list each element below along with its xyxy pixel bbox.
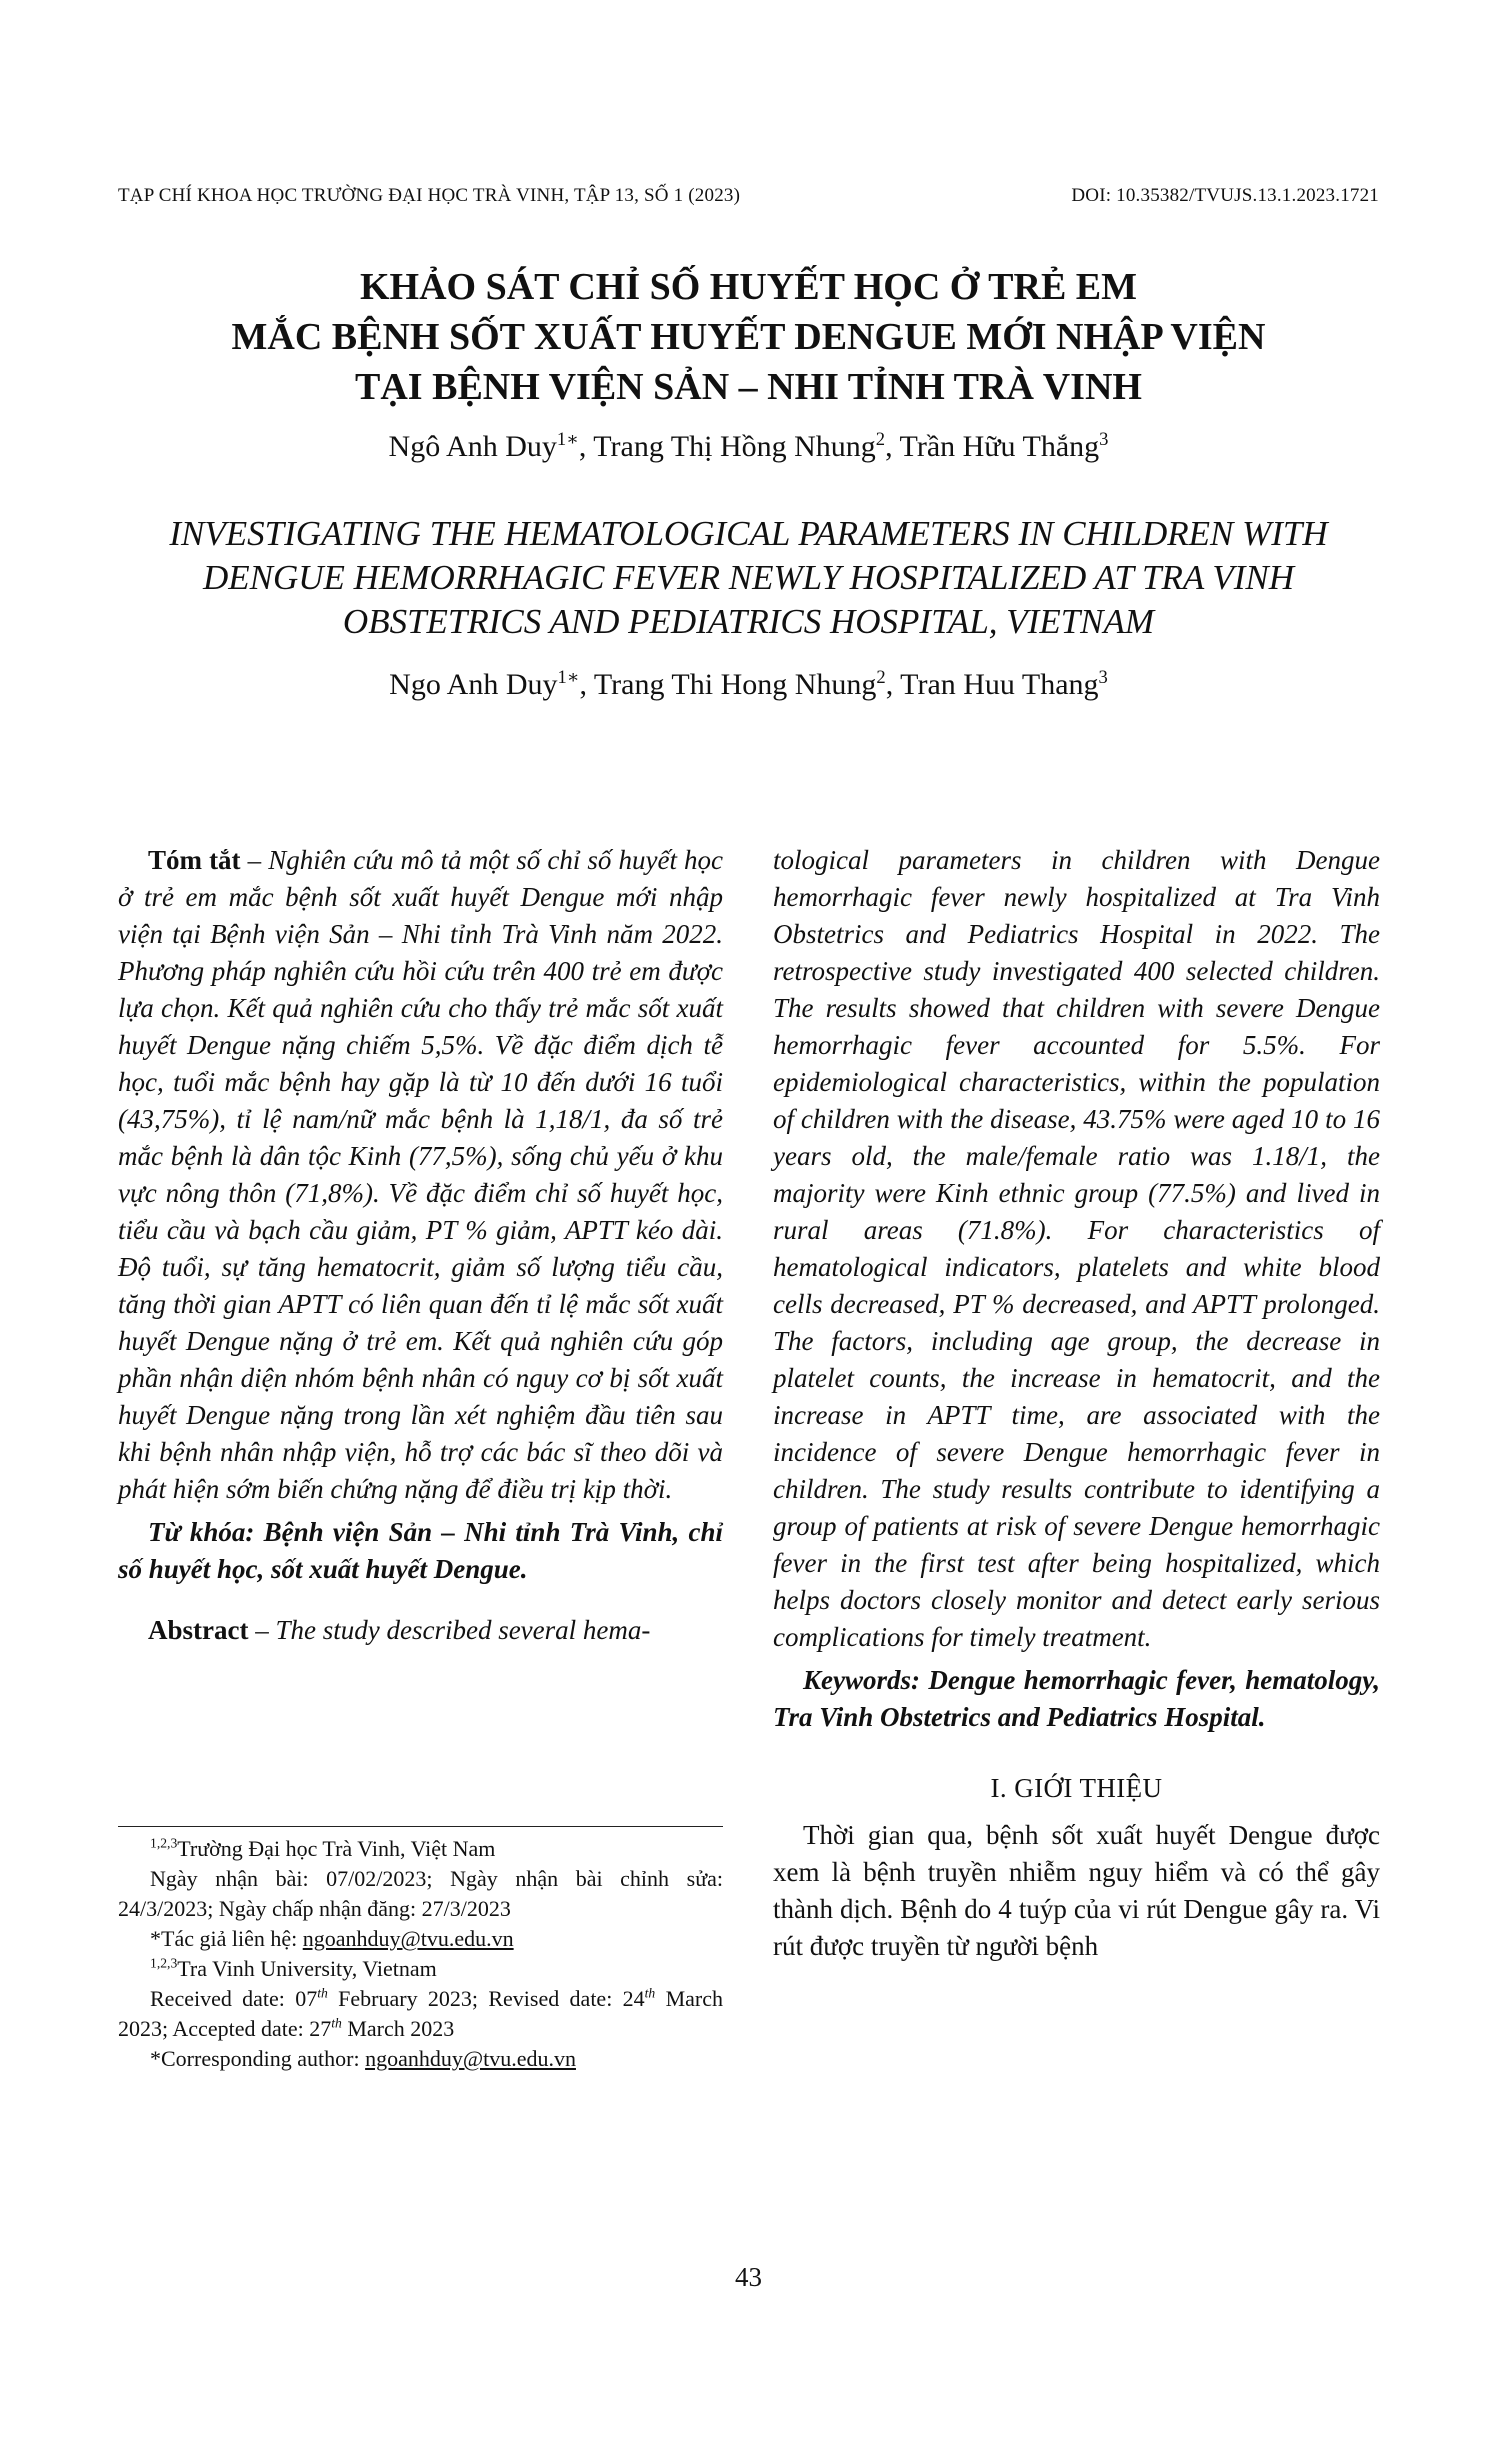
abstract-vi-text: – Nghiên cứu mô tả một số chỉ số huyết học ở trẻ em mắc bệnh sốt xuất huyết Dengue mới nhập viện tại Bệnh viện Sản – Nhi tỉnh Trà Vinh năm 2022. Phương pháp nghiên cứu hồi cứu trên 400 trẻ em được lựa chọn. Kết quả nghiên cứu cho thấy trẻ mắc sốt xuất huyết Dengue nặng chiếm 5,5%. Về đặc điểm dịch tễ học, tuổi mắc bệnh hay gặp là từ 10 đến dưới 16 tuổi (43,75%), tỉ lệ nam/nữ mắc bệnh là 1,18/1, đa số trẻ mắc bệnh là dân tộc Kinh (77,5%), sống chủ yếu ở khu vực nông thôn (71,8%). Về đặc điểm chỉ số huyết học, tiểu cầu và bạch cầu giảm, PT % giảm, APTT kéo dài. Độ tuổi, sự tăng hematocrit, giảm số lượng tiểu cầu, tăng thời gian APTT có liên quan đến tỉ lệ mắc sốt xuất huyết Dengue nặng ở trẻ em. Kết quả nghiên cứu góp phần nhận diện nhóm bệnh nhân có nguy cơ bị sốt xuất huyết Dengue nặng trong lần xét nghiệm đầu tiên sau khi bệnh nhân nhập viện, hỗ trợ các bác sĩ theo dõi và phát hiện sớm biến chứng nặng để điều trị kịp thời. [118,845,723,1504]
journal-name: TẠP CHÍ KHOA HỌC TRƯỜNG ĐẠI HỌC TRÀ VINH, TẬP 13, SỐ 1 (2023) [118,185,741,206]
author-affiliation-mark: 3 [1098,667,1108,688]
doi: DOI: 10.35382/TVUJS.13.1.2023.1721 [1071,185,1379,206]
title-vi-line: TẠI BỆNH VIỆN SẢN – NHI TỈNH TRÀ VINH [355,366,1142,408]
right-column [773,842,1380,1965]
section-heading-introduction: I. GIỚI THIỆU [990,1773,1163,1803]
title-vi-line: KHẢO SÁT CHỈ SỐ HUYẾT HỌC Ở TRẺ EM [359,266,1138,308]
author-affiliation-mark: 1∗ [556,429,579,450]
author-name: Ngô Anh Duy [388,430,557,463]
author-affiliation-mark: 1∗ [557,667,580,688]
abstract-en-label: Abstract [148,1615,249,1645]
author-affiliation-mark: 2 [876,667,886,688]
dates-text: March 2023 [341,2016,455,2041]
abstract-en-text-start: – The study described several hema- [248,1615,651,1645]
author-name: , Trang Thị Hồng Nhung [578,430,876,463]
footnote-contact-vi [118,1924,723,1954]
author-affiliation-mark: 2 [875,429,886,450]
affiliation-text: Tra Vinh University, Vietnam [177,1956,437,1981]
dates-text: March 2023; Accepted date: 27 [118,1986,723,2041]
authors-english [0,668,1497,702]
title-en-line: INVESTIGATING THE HEMATOLOGICAL PARAMETERS IN CHILDREN WITH [169,514,1328,553]
page-number: 43 [735,2262,762,2292]
abstract-en-text: tological parameters in children with Dengue hemorrhagic fever newly hospitalized at Tra Vinh Obstetrics and Pediatrics Hospital in 2022. The retrospective study investigated 400 selected children. The results showed that children with severe Dengue hemorrhagic fever accounted for 5.5%. For epidemiological characteristics, within the population of children with the disease, 43.75% were aged 10 to 16 years old, the male/female ratio was 1.18/1, the majority were Kinh ethnic group (77.5%) and lived in rural areas (71.8%). For characteristics of hematological indicators, platelets and white blood cells decreased, PT % decreased, and APTT prolonged. The factors, including age group, the decrease in platelet counts, the increase in hematocrit, and the increase in APTT time, are associated with the incidence of severe Dengue hemorrhagic fever in children. The study results contribute to identifying a group of patients at risk of severe Dengue hemorrhagic fever in the first test after being hospitalized, which helps doctors closely monitor and detect early serious complications for timely treatment. [773,845,1380,1652]
email-link[interactable]: ngoanhduy@tvu.edu.vn [302,1926,514,1951]
ordinal-suffix: th [331,2015,342,2031]
keywords-vietnamese: Từ khóa: Bệnh viện Sản – Nhi tỉnh Trà Vinh, chỉ số huyết học, sốt xuất huyết Dengue. [118,1517,723,1584]
author-name: , Trang Thi Hong Nhung [579,668,877,701]
footnote-contact-en [118,2044,723,2074]
ordinal-suffix: th [644,1985,656,2001]
affiliation-mark: 1,2,3 [150,1835,178,1851]
email-link[interactable]: ngoanhduy@tvu.edu.vn [365,2046,576,2071]
footnote-divider [118,1826,723,1827]
affiliation-text: Trường Đại học Trà Vinh, Việt Nam [177,1836,496,1861]
footnote-dates-vi: Ngày nhận bài: 07/02/2023; Ngày nhận bài chỉnh sửa: 24/3/2023; Ngày chấp nhận đăng: 27/3/2023 [118,1866,723,1921]
author-name: , Tran Huu Thang [885,668,1099,701]
contact-label: *Tác giả liên hệ: [150,1926,303,1951]
title-en-line: OBSTETRICS AND PEDIATRICS HOSPITAL, VIETNAM [342,602,1155,641]
contact-label: *Corresponding author: [150,2046,366,2071]
introduction-paragraph: Thời gian qua, bệnh sốt xuất huyết Dengue được xem là bệnh truyền nhiễm nguy hiểm và có thể gây thành dịch. Bệnh do 4 tuýp của vi rút Dengue gây ra. Vi rút được truyền từ người bệnh [773,1820,1380,1961]
title-vi-line: MẮC BỆNH SỐT XUẤT HUYẾT DENGUE MỚI NHẬP VIỆN [231,316,1266,358]
footnote-dates-en [118,1984,723,2044]
affiliation-mark: 1,2,3 [150,1955,178,1971]
footnotes [118,1834,723,2074]
abstract-english-start [118,1612,723,1649]
running-header [118,185,1379,207]
title-en-line: DENGUE HEMORRHAGIC FEVER NEWLY HOSPITALIZED AT TRA VINH [202,558,1295,597]
footnote-affiliation-vi [118,1834,723,1864]
author-name: , Trần Hữu Thắng [885,430,1100,463]
abstract-vietnamese [118,842,723,1508]
title-english [0,512,1497,644]
title-vietnamese [0,262,1497,412]
ordinal-suffix: th [317,1985,328,2001]
author-name: Ngo Anh Duy [389,668,558,701]
dates-text: February 2023; Revised date: 24 [327,1986,645,2011]
footnote-affiliation-en [118,1954,723,1984]
authors-vietnamese [0,430,1497,464]
abstract-vi-label: Tóm tắt [148,845,241,875]
left-column [118,842,723,1649]
keywords-english: Keywords: Dengue hemorrhagic fever, hematology, Tra Vinh Obstetrics and Pediatrics Hospital. [773,1665,1380,1732]
dates-text: Received date: 07 [150,1986,318,2011]
author-affiliation-mark: 3 [1099,429,1109,450]
